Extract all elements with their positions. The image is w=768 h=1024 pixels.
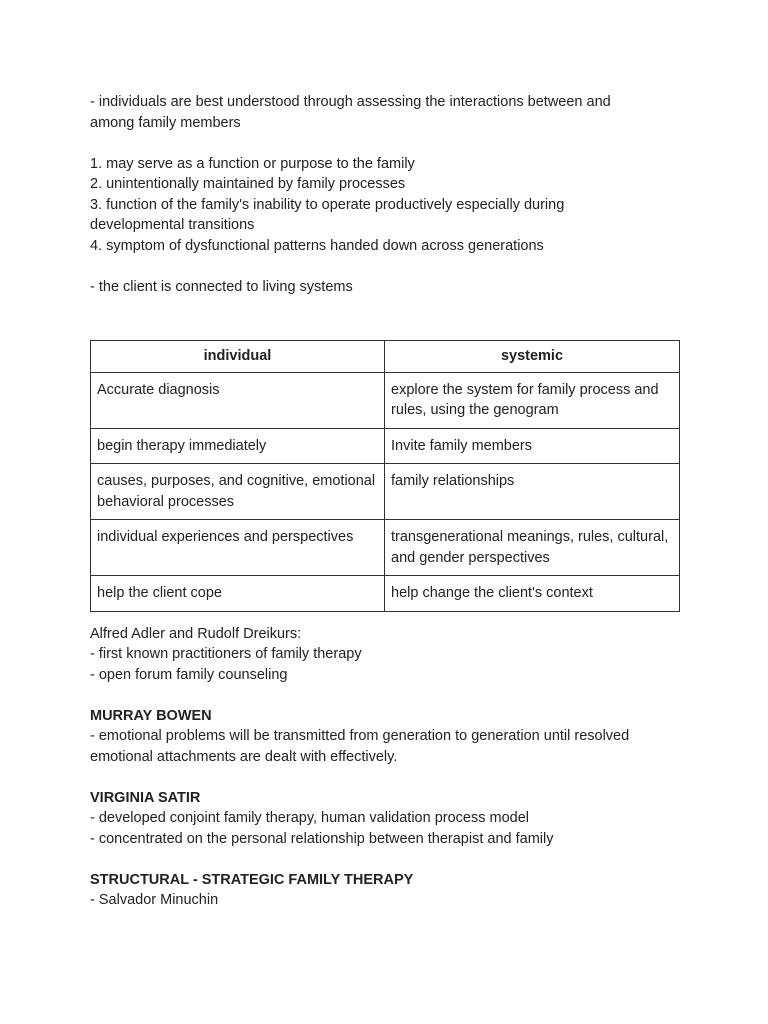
section-heading: VIRGINIA SATIR — [90, 789, 201, 806]
spacer — [90, 297, 690, 340]
intro-line: among family members — [90, 114, 241, 131]
satir-section — [90, 788, 690, 850]
paragraph-line: emotional attachments are dealt with effectively. — [90, 748, 398, 765]
table-cell: Accurate diagnosis — [91, 372, 385, 428]
list-item: 4. symptom of dysfunctional patterns handed down across generations — [90, 237, 544, 254]
spacer — [90, 849, 690, 870]
table-cell: family relationships — [385, 464, 680, 520]
table-row — [91, 428, 680, 464]
table-header-row — [91, 341, 680, 373]
paragraph-line: - emotional problems will be transmitted from generation to generation until resolved — [90, 728, 630, 744]
table-cell: help change the client's context — [385, 576, 680, 612]
document-page — [90, 92, 690, 911]
list-item: 1. may serve as a function or purpose to the family — [90, 155, 415, 172]
spacer — [90, 133, 690, 154]
table-cell: help the client cope — [91, 576, 385, 612]
intro-line: - individuals are best understood through assessing the interactions between and — [90, 94, 611, 110]
section-title: Alfred Adler and Rudolf Dreikurs: — [90, 625, 302, 642]
table-cell: explore the system for family process and rules, using the genogram — [385, 372, 680, 428]
table-row — [91, 520, 680, 576]
list-item: developmental transitions — [90, 217, 255, 233]
spacer — [90, 612, 690, 624]
table-cell: begin therapy immediately — [91, 428, 385, 464]
numbered-list — [90, 154, 690, 257]
spacer — [90, 256, 690, 277]
column-header-individual: individual — [91, 341, 385, 373]
table-row — [91, 576, 680, 612]
comparison-table — [90, 340, 680, 612]
list-item: - first known practitioners of family therapy — [90, 646, 362, 662]
spacer — [90, 767, 690, 788]
table-cell: individual experiences and perspectives — [91, 520, 385, 576]
list-item: - concentrated on the personal relationship between therapist and family — [90, 830, 554, 847]
spacer — [90, 685, 690, 706]
column-header-systemic: systemic — [385, 341, 680, 373]
section-heading: STRUCTURAL - STRATEGIC FAMILY THERAPY — [90, 871, 414, 888]
list-item: - open forum family counseling — [90, 666, 288, 683]
bowen-section — [90, 706, 690, 768]
list-item: 2. unintentionally maintained by family processes — [90, 176, 406, 192]
list-item: - Salvador Minuchin — [90, 892, 219, 908]
table-cell: transgenerational meanings, rules, cultural, and gender perspectives — [385, 520, 680, 576]
table-row — [91, 372, 680, 428]
list-item: 3. function of the family's inability to operate productively especially during — [90, 196, 565, 213]
table-cell: causes, purposes, and cognitive, emotional behavioral processes — [91, 464, 385, 520]
list-item: - developed conjoint family therapy, human validation process model — [90, 810, 530, 826]
section-heading: MURRAY BOWEN — [90, 707, 212, 724]
adler-section — [90, 624, 690, 686]
table-cell: Invite family members — [385, 428, 680, 464]
table-row — [91, 464, 680, 520]
client-line: - the client is connected to living systems — [90, 278, 353, 295]
structural-section — [90, 870, 690, 911]
